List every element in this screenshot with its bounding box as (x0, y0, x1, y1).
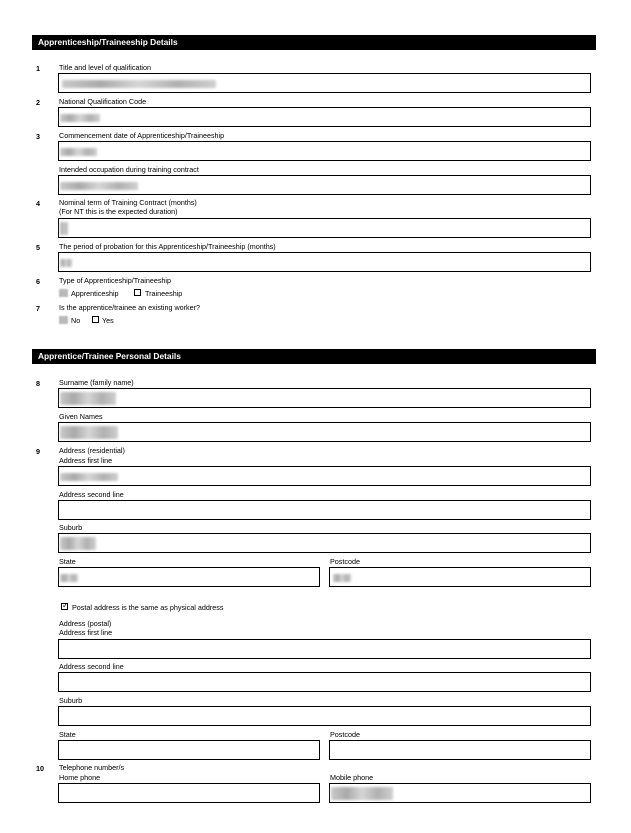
question-number-1: 1 (36, 64, 40, 73)
postal-state-field[interactable] (58, 740, 320, 760)
title-qualification-label: Title and level of qualification (59, 63, 152, 72)
surname-field[interactable] (58, 388, 591, 408)
address-residential-label: Address (residential) (59, 446, 125, 455)
postal-suburb-field[interactable] (58, 706, 591, 726)
postcode-field[interactable] (329, 567, 591, 587)
question-number-4: 4 (36, 199, 40, 208)
postal-second-line-field[interactable] (58, 672, 591, 692)
question-number-9: 9 (36, 447, 40, 456)
national-code-label: National Qualification Code (59, 97, 147, 106)
redacted-value (60, 426, 118, 439)
redacted-value (60, 222, 68, 235)
commencement-date-label: Commencement date of Apprenticeship/Traineeship (59, 131, 225, 140)
question-number-3: 3 (36, 132, 40, 141)
redacted-value (60, 259, 72, 267)
given-names-field[interactable] (58, 422, 591, 442)
question-number-5: 5 (36, 243, 40, 252)
question-number-10: 10 (36, 764, 44, 773)
title-qualification-field[interactable] (58, 73, 591, 93)
existing-worker-label: Is the apprentice/trainee an existing worker? (59, 303, 201, 312)
telephone-label: Telephone number/s (59, 763, 125, 772)
postal-same-checkbox[interactable] (61, 603, 68, 610)
nominal-term-field[interactable] (58, 218, 591, 238)
no-option-label: No (71, 316, 81, 325)
redacted-value (60, 148, 97, 156)
yes-option-label: Yes (102, 316, 114, 325)
address-second-line-label: Address second line (59, 490, 124, 499)
state-label: State (59, 557, 76, 566)
nominal-term-note: (For NT this is the expected duration) (59, 207, 178, 216)
redacted-value (60, 182, 138, 190)
intended-occupation-label: Intended occupation during training contract (59, 165, 199, 174)
suburb-field[interactable] (58, 533, 591, 553)
redacted-value (60, 473, 118, 481)
surname-label: Surname (family name) (59, 378, 134, 387)
question-number-2: 2 (36, 98, 40, 107)
type-label: Type of Apprenticeship/Traineeship (59, 276, 172, 285)
postal-second-line-label: Address second line (59, 662, 124, 671)
address-first-line-label: Address first line (59, 456, 113, 465)
commencement-date-field[interactable] (58, 141, 591, 161)
redacted-value (331, 787, 393, 800)
national-code-field[interactable] (58, 107, 591, 127)
intended-occupation-field[interactable] (58, 175, 591, 195)
postcode-label: Postcode (330, 557, 360, 566)
section-header-personal: Apprentice/Trainee Personal Details (32, 349, 596, 364)
postal-suburb-label: Suburb (59, 696, 83, 705)
traineeship-option-label: Traineeship (145, 289, 183, 298)
home-phone-field[interactable] (58, 783, 320, 803)
redacted-value (62, 80, 216, 88)
suburb-label: Suburb (59, 523, 83, 532)
mobile-phone-field[interactable] (329, 783, 591, 803)
probation-period-label: The period of probation for this Apprenticeship/Traineeship (months) (59, 242, 276, 251)
home-phone-label: Home phone (59, 773, 101, 782)
traineeship-checkbox[interactable] (134, 289, 141, 296)
address-first-line-field[interactable] (58, 466, 591, 486)
postal-first-line-field[interactable] (58, 639, 591, 659)
state-field[interactable] (58, 567, 320, 587)
redacted-value (60, 537, 96, 550)
probation-period-field[interactable] (58, 252, 591, 272)
field-underline (58, 407, 118, 408)
question-number-7: 7 (36, 304, 40, 313)
question-number-8: 8 (36, 379, 40, 388)
address-second-line-field[interactable] (58, 500, 591, 520)
nominal-term-label: Nominal term of Training Contract (months) (59, 198, 197, 207)
apprenticeship-option-label: Apprenticeship (71, 289, 119, 298)
yes-checkbox[interactable] (92, 316, 99, 323)
address-postal-label: Address (postal) (59, 619, 112, 628)
apprenticeship-checkbox[interactable] (59, 289, 68, 297)
postal-same-label: Postal address is the same as physical address (72, 603, 224, 612)
field-underline (58, 92, 216, 93)
postal-postcode-field[interactable] (329, 740, 591, 760)
given-names-label: Given Names (59, 412, 103, 421)
question-number-6: 6 (36, 277, 40, 286)
redacted-value (60, 574, 78, 582)
mobile-phone-label: Mobile phone (330, 773, 374, 782)
postal-first-line-label: Address first line (59, 628, 113, 637)
section-header-apprenticeship: Apprenticeship/Traineeship Details (32, 35, 596, 50)
no-checkbox[interactable] (59, 316, 68, 324)
redacted-value (60, 392, 116, 405)
postal-postcode-label: Postcode (330, 730, 360, 739)
redacted-value (60, 114, 100, 122)
field-underline (58, 441, 120, 442)
redacted-value (333, 574, 351, 582)
field-underline (329, 802, 395, 803)
postal-state-label: State (59, 730, 76, 739)
